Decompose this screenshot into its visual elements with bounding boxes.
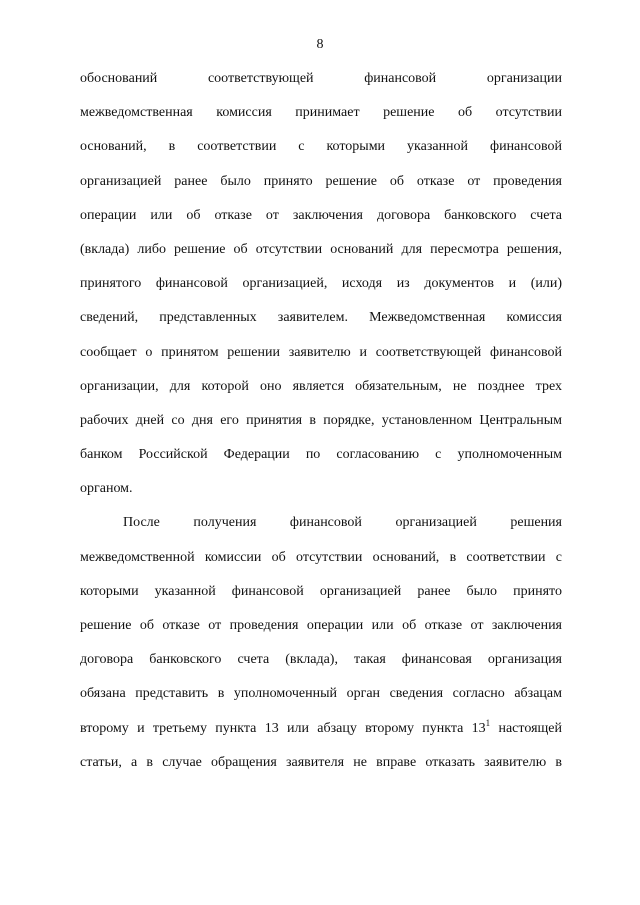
line-text-before: второму и третьему пункта 13 или абзацу второму пункта 13	[80, 720, 486, 736]
text-line: операции или об отказе от заключения договора банковского счета	[80, 207, 562, 223]
text-line: межведомственная комиссия принимает решение об отсутствии	[80, 105, 562, 121]
text-line: договора банковского счета (вклада), такая финансовая организация	[80, 652, 562, 668]
text-line: статьи, а в случае обращения заявителя не вправе отказать заявителю в	[80, 754, 562, 770]
superscript-index: 1	[485, 717, 491, 728]
text-line: банком Российской Федерации по согласованию с уполномоченным	[80, 447, 562, 463]
document-body	[80, 62, 562, 780]
text-line: органом.	[80, 481, 133, 497]
text-line: организации, для которой оно является обязательным, не позднее трех	[80, 378, 562, 394]
text-line: рабочих дней со дня его принятия в порядке, установленном Центральным	[80, 412, 562, 428]
text-line: обязана представить в уполномоченный орган сведения согласно абзацам	[80, 686, 562, 702]
text-line: После получения финансовой организацией решения	[123, 515, 562, 531]
text-line: обоснований соответствующей финансовой организации	[80, 71, 562, 86]
text-line: сообщает о принятом решении заявителю и соответствующей финансовой	[80, 344, 562, 360]
text-line: сведений, представленных заявителем. Межведомственная комиссия	[80, 310, 562, 326]
text-line: (вклада) либо решение об отсутствии оснований для пересмотра решения,	[80, 241, 562, 257]
text-line: принятого финансовой организацией, исходя из документов и (или)	[80, 276, 562, 292]
line-text-after: настоящей	[490, 720, 562, 736]
text-line: организацией ранее было принято решение об отказе от проведения	[80, 173, 562, 189]
paragraph-1	[80, 62, 562, 506]
text-line: межведомственной комиссии об отсутствии оснований, в соответствии с	[80, 549, 562, 565]
page-number: 8	[316, 37, 324, 52]
text-line: которыми указанной финансовой организацией ранее было принято	[80, 583, 562, 599]
text-line: оснований, в соответствии с которыми указанной финансовой	[80, 139, 562, 155]
text-line: решение об отказе от проведения операции или об отказе от заключения	[80, 618, 562, 633]
text-line-with-superscript	[80, 712, 562, 746]
paragraph-2	[80, 506, 562, 780]
